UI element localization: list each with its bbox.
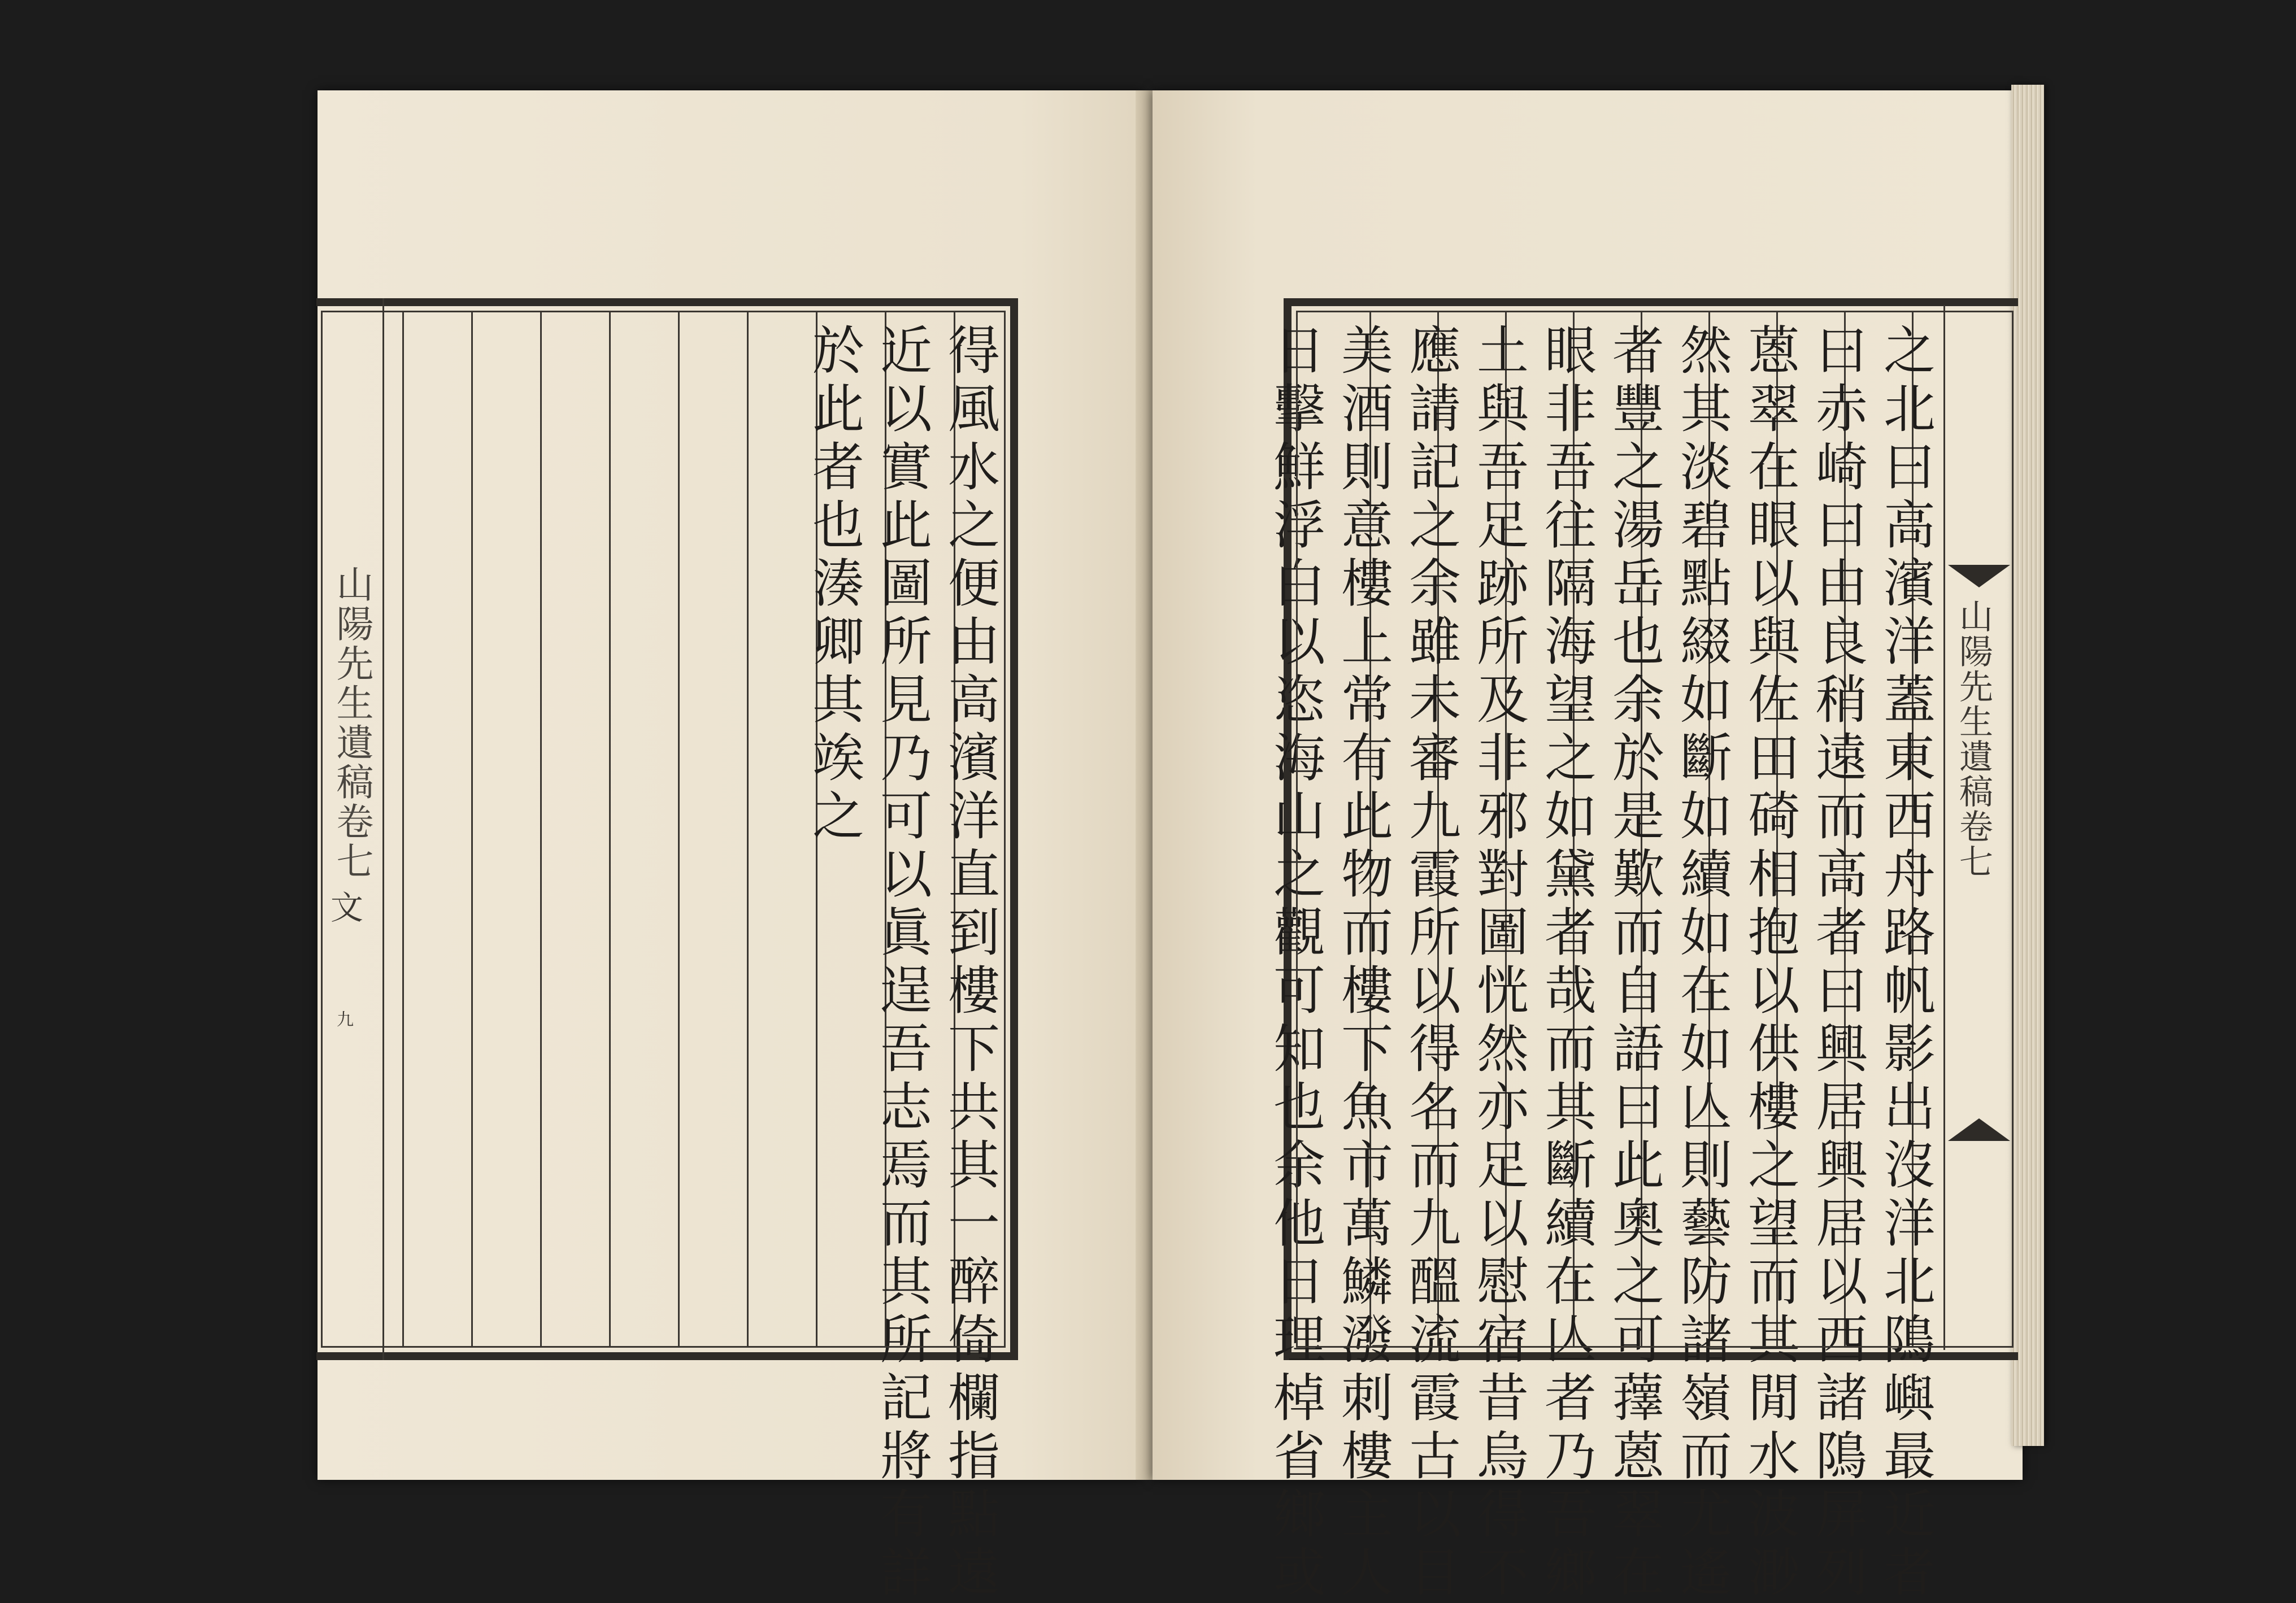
left-column-3: 於此者也湊卿其竢之 <box>804 323 864 847</box>
right-column-7: 土與吾足跡所及非邪對圖恍然亦足以慰宿昔烏得不 <box>1468 323 1529 1603</box>
banxin-title: 山陽先生遺稿卷七 <box>330 565 373 881</box>
right-column-4: 然其淡碧點綴如斷如續如在如亾則藝防諸嶺而尤遙 <box>1672 323 1732 1603</box>
left-column-1: 得風水之便由高濱洋直到樓下共其一醉倚欄指點遠 <box>940 323 1000 1603</box>
banxin-section: 文 <box>331 888 364 927</box>
fish-tail-mark-bottom <box>1948 1118 2010 1141</box>
right-column-9: 美酒則意樓上常有此物而樓下魚市萬鱗潑刺樓主人 <box>1333 323 1393 1603</box>
fish-tail-mark-top <box>1948 565 2010 587</box>
left-text-frame <box>316 298 1018 1603</box>
right-column-6: 眼非吾往隔海望之如黛者哉而其斷續在亾者乃吾鄉 <box>1536 323 1597 1603</box>
right-column-5: 者豐之湯岳也余於是歎而自語曰此奧之可蘀蒽翠在 <box>1604 323 1664 1603</box>
right-text-frame <box>1265 298 2018 1603</box>
banxin-page-number: 九 <box>337 1010 354 1030</box>
right-column-3: 蒽翠在眼以與佐田碕相抱以供樓之望而其閒水波渺 <box>1740 323 1800 1603</box>
right-column-2: 曰赤崎曰由良稍遠而高者曰興居興居以西諸隝屏列 <box>1807 323 1868 1603</box>
right-column-10: 日擊鮮浮白以恣海山之觀可知也余他日理棹省鄉或 <box>1265 323 1325 1603</box>
right-column-1: 之北曰高濱洋蓋東西舟路帆影出沒洋北隝嶼最近者 <box>1875 323 1936 1603</box>
left-column-2: 近以實此圖所見乃可以眞逞吾志焉而其所記將有詳 <box>872 323 932 1603</box>
right-column-8: 應請記之余雖未審九霞所以得名而九醞流霞古以目 <box>1401 323 1461 1603</box>
banxin-title-right: 山陽先生遺稿卷七 <box>1954 599 1993 879</box>
